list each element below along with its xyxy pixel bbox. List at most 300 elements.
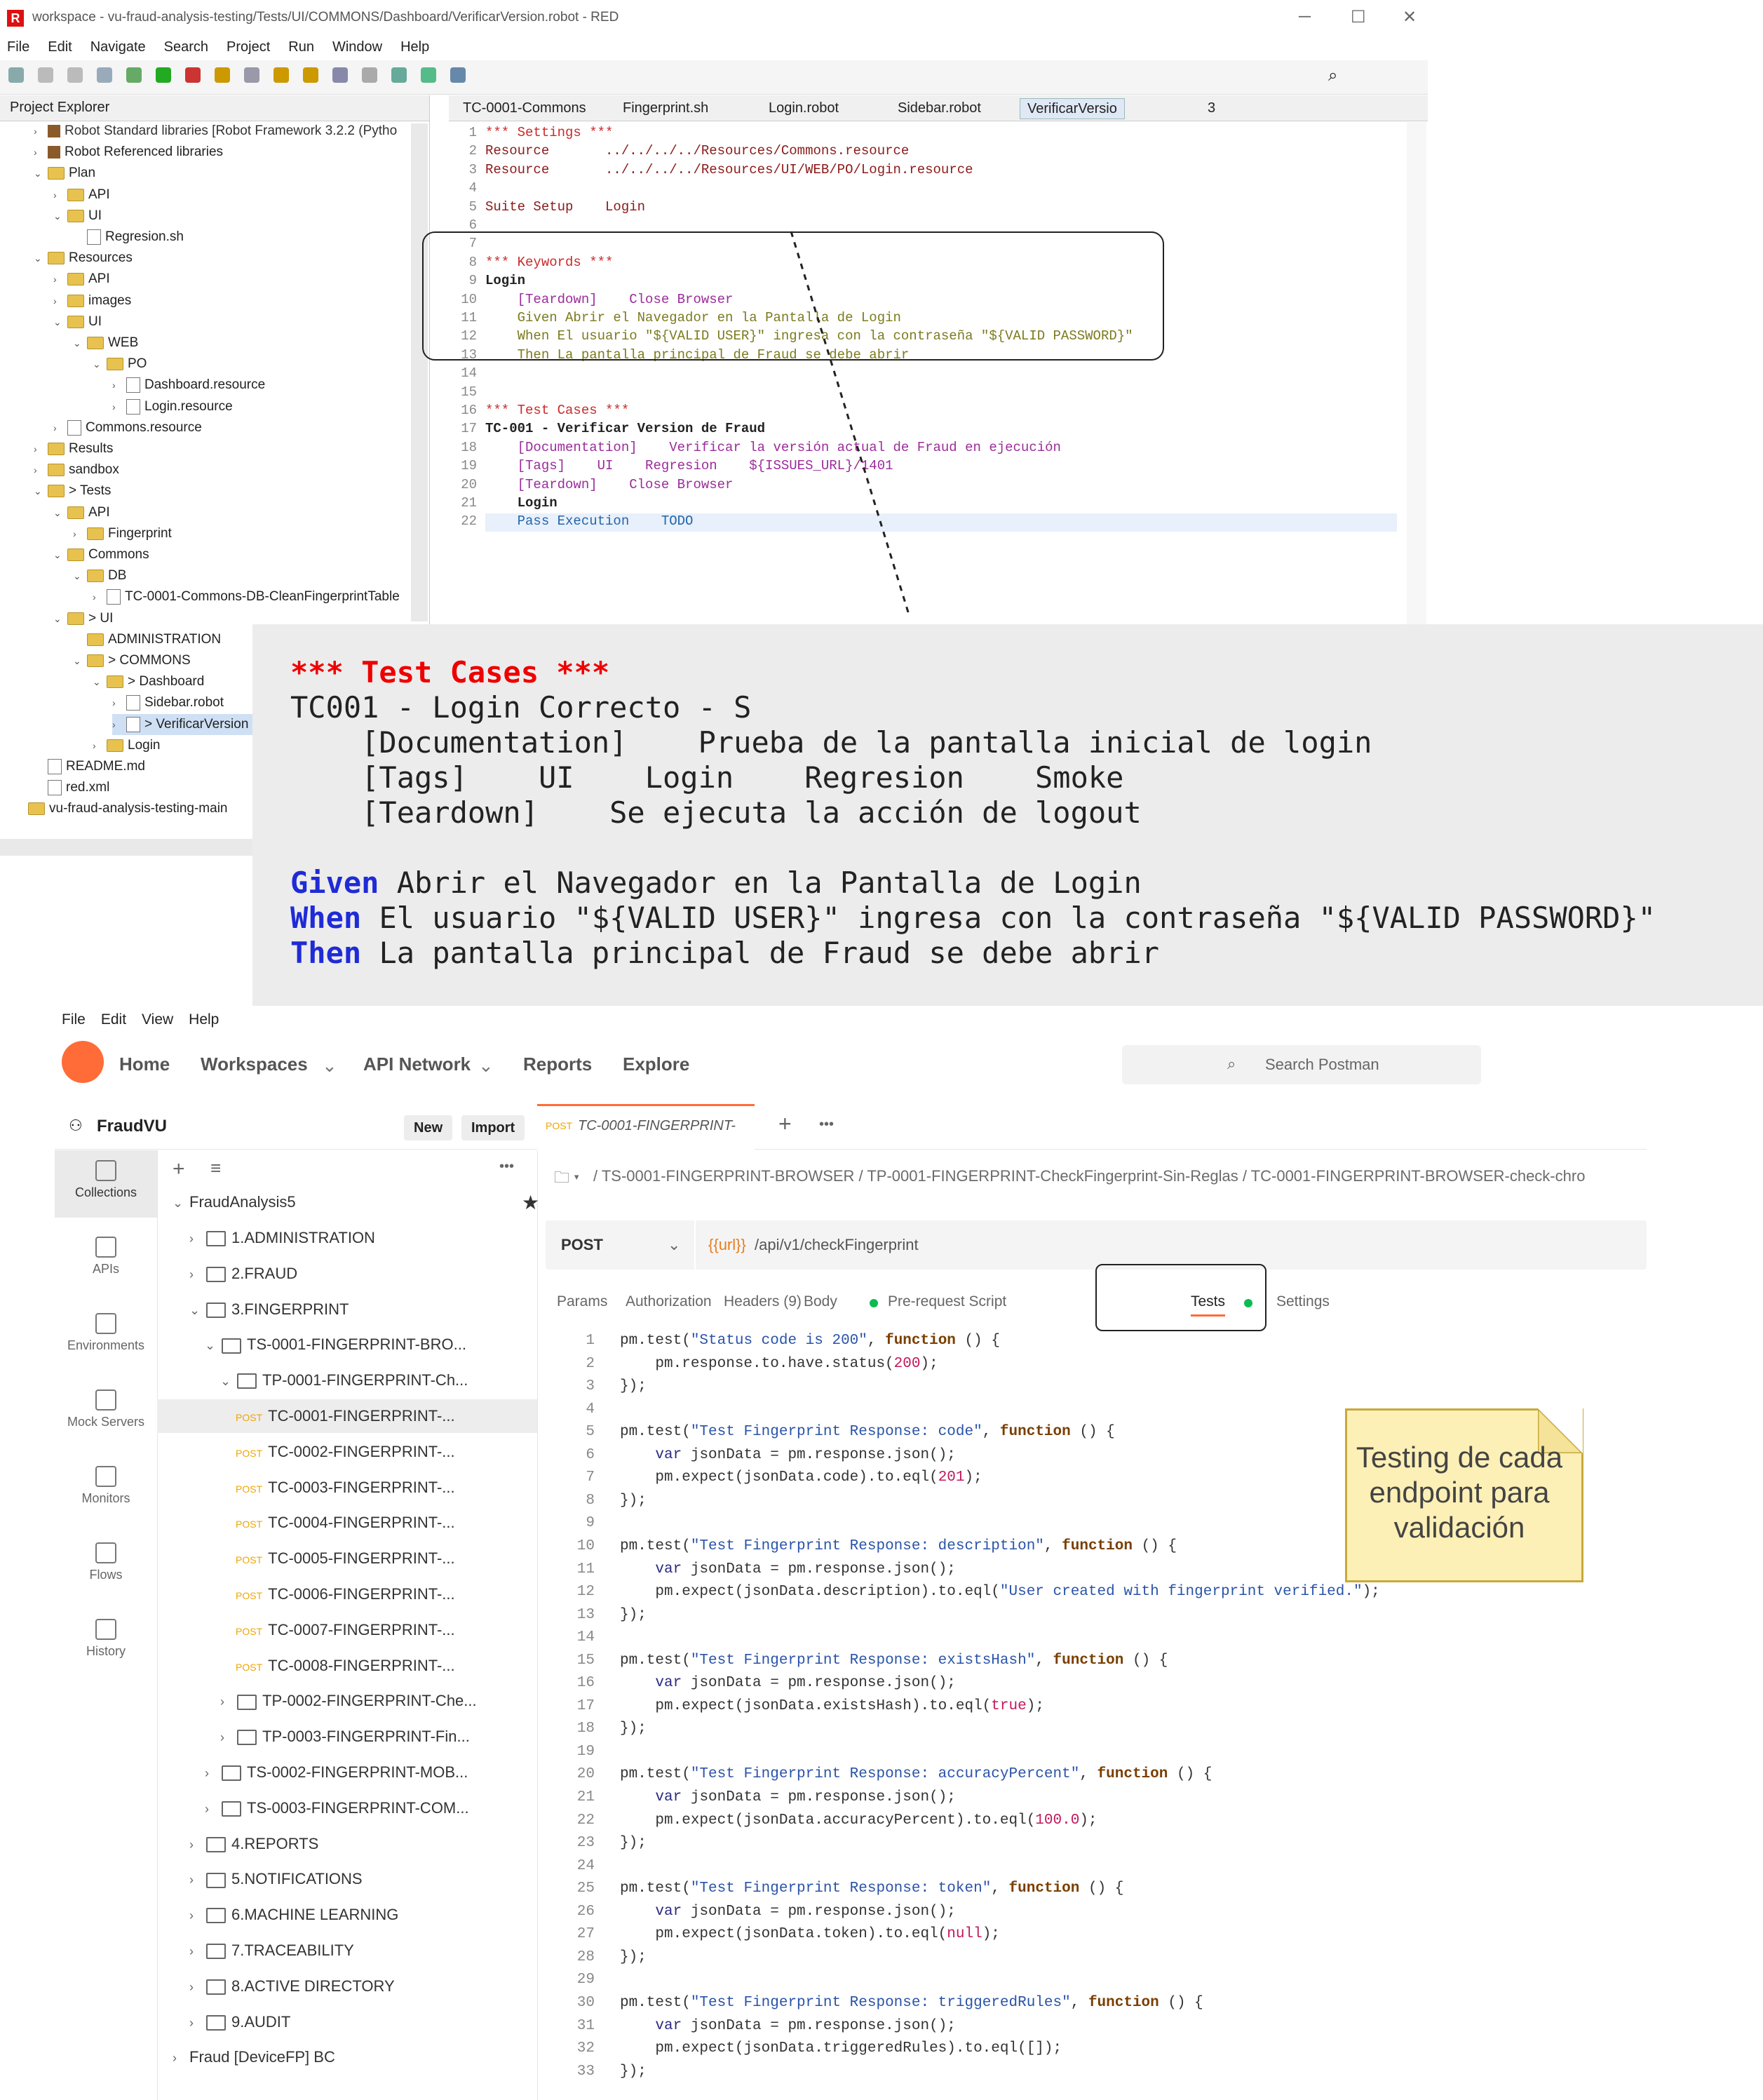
line-number: 2 [468, 143, 477, 159]
line-number: 31 [576, 2017, 595, 2034]
chevron-right-icon[interactable]: › [189, 1873, 194, 1887]
line-number: 6 [468, 217, 477, 233]
code-text: pm.test("Test Fingerprint Response: triggeredRules", function () { [620, 1994, 1203, 2011]
method-select[interactable]: POST [561, 1236, 603, 1253]
request-item[interactable] [236, 1542, 455, 1575]
workspace-name[interactable]: FraudVU [97, 1117, 168, 1136]
folder-item[interactable] [205, 1756, 468, 1789]
line-number: 17 [576, 1697, 595, 1714]
tab-pre-request-script[interactable]: Pre-request Script [888, 1293, 1007, 1310]
chevron-down-icon[interactable]: ⌄ [53, 549, 62, 560]
line-number: 25 [576, 1880, 595, 1897]
given-keyword: Given [290, 866, 379, 900]
tab-body[interactable]: Body [804, 1293, 837, 1310]
rail-collections[interactable] [55, 1150, 157, 1218]
post-method-badge: POST [236, 1483, 263, 1495]
dashed-connector-top [791, 231, 909, 614]
rail-mock-servers[interactable] [55, 1380, 157, 1447]
chevron-down-icon[interactable]: ⌄ [220, 1374, 231, 1389]
monitors-icon [95, 1466, 116, 1487]
tab-headers[interactable]: Headers (9) [724, 1293, 802, 1310]
editor-tab[interactable]: Sidebar.robot [898, 100, 981, 116]
line-number: 8 [468, 254, 477, 270]
line-number: 18 [576, 1721, 595, 1737]
chevron-right-icon[interactable]: › [189, 1979, 194, 1994]
code-line [546, 1718, 1647, 1740]
code-line: [Tags] UI Regresion ${ISSUES_URL}/1401 [485, 458, 893, 474]
minimize-button[interactable]: ─ [1299, 7, 1311, 26]
chevron-down-icon[interactable]: ⌄ [93, 358, 101, 370]
tab-method: POST [546, 1120, 573, 1131]
code-text: pm.test("Test Fingerprint Response: existsHash", function () { [620, 1652, 1168, 1669]
request-item[interactable] [236, 1506, 455, 1540]
folder-item[interactable] [189, 1898, 398, 1932]
rail-apis[interactable] [55, 1227, 157, 1294]
tab-authorization[interactable]: Authorization [626, 1293, 712, 1310]
tree-item-label: 8.ACTIVE DIRECTORY [231, 1977, 395, 1995]
folder-icon [206, 1873, 226, 1888]
nav-reports[interactable]: Reports [523, 1054, 593, 1075]
line-number: 13 [576, 1606, 595, 1623]
more-tabs-button[interactable]: 3 [1208, 100, 1216, 116]
folder-icon [206, 1231, 226, 1246]
chevron-right-icon[interactable]: › [53, 422, 57, 433]
editor-tab[interactable]: TC-0001-Commons [463, 100, 586, 116]
code-line [546, 2015, 1647, 2038]
tree-item-label: red.xml [66, 780, 110, 795]
line-number: 15 [576, 1652, 595, 1669]
folder-icon [222, 1801, 241, 1817]
annotation-note [1345, 1408, 1583, 1582]
nav-workspaces[interactable]: Workspaces [201, 1054, 308, 1075]
folder-icon [237, 1695, 257, 1710]
folder-item[interactable] [205, 1328, 466, 1361]
url-variable[interactable]: {{url}} [708, 1236, 746, 1253]
chevron-down-icon[interactable]: ⌄ [205, 1338, 216, 1353]
then-text: La pantalla principal de Fraud se debe abrir [361, 936, 1160, 970]
chevron-right-icon[interactable]: › [205, 1766, 209, 1780]
when-text: El usuario "${VALID USER}" ingresa con la contraseña "${VALID PASSWORD}" [361, 901, 1656, 935]
request-item[interactable] [236, 1649, 455, 1683]
chevron-down-icon[interactable]: ⌄ [478, 1055, 494, 1076]
chevron-right-icon[interactable]: › [34, 126, 37, 137]
editor-tab[interactable]: VerificarVersio [1020, 98, 1125, 119]
code-text: var jsonData = pm.response.json(); [655, 1446, 956, 1463]
code-line [546, 1923, 1647, 1946]
tab-title: TC-0001-FINGERPRINT- [578, 1118, 736, 1133]
code-text: pm.expect(jsonData.accuracyPercent).to.eql(100.0); [620, 1812, 1097, 1829]
postman-menubar [62, 1011, 234, 1032]
tab-tests[interactable]: Tests [1191, 1293, 1225, 1317]
tree-item-label: TP-0002-FINGERPRINT-Che... [262, 1692, 477, 1710]
menu-run[interactable]: Run [288, 39, 314, 55]
chevron-right-icon[interactable]: › [53, 295, 57, 307]
tree-item-label: Fingerprint [108, 525, 172, 541]
nav-explore[interactable]: Explore [623, 1054, 690, 1075]
new-button[interactable]: New [404, 1115, 452, 1140]
tab-params[interactable]: Params [557, 1293, 608, 1310]
line-number: 27 [576, 1926, 595, 1943]
url-path[interactable]: /api/v1/checkFingerprint [755, 1236, 919, 1253]
menu-edit[interactable]: Edit [48, 39, 72, 55]
apis-icon [95, 1237, 116, 1258]
rail-history[interactable] [55, 1609, 157, 1676]
search-icon: ⌕ [1227, 1055, 1236, 1072]
code-line: *** Test Cases *** [485, 403, 630, 418]
tree-item-label: TC-0002-FINGERPRINT-... [268, 1442, 455, 1460]
code-text: pm.expect(jsonData.existsHash).to.eql(true); [620, 1697, 1044, 1714]
code-text: pm.test("Status code is 200", function () { [620, 1333, 1000, 1349]
add-icon[interactable]: + [173, 1157, 185, 1180]
menu-search[interactable]: Search [163, 39, 209, 55]
chevron-right-icon[interactable]: › [189, 1909, 194, 1923]
folder-item[interactable] [189, 1970, 395, 2003]
code-line [546, 1695, 1647, 1718]
rail-label: Flows [89, 1568, 123, 1582]
line-number: 14 [461, 365, 477, 382]
folder-item[interactable] [173, 2040, 335, 2074]
request-item[interactable] [236, 1435, 455, 1469]
line-number: 1 [586, 1333, 595, 1349]
rail-label: History [86, 1644, 126, 1658]
line-number: 17 [461, 421, 477, 437]
more-icon[interactable]: ••• [499, 1159, 515, 1174]
code-text: }); [620, 1492, 647, 1509]
rail-label: Mock Servers [67, 1415, 145, 1429]
folder-icon [237, 1730, 257, 1745]
rail-environments[interactable] [55, 1303, 157, 1371]
red-logo-icon: R [7, 10, 24, 27]
folder-icon [206, 1267, 226, 1282]
test-cases-header: *** Test Cases *** [290, 655, 610, 689]
folder-item[interactable] [189, 1221, 375, 1255]
chevron-right-icon[interactable]: › [112, 718, 116, 730]
chevron-right-icon[interactable]: › [205, 1801, 209, 1816]
post-method-badge: POST [236, 1447, 263, 1459]
search-placeholder: Search Postman [1265, 1056, 1379, 1073]
rail-flows[interactable] [55, 1533, 157, 1600]
menu-navigate[interactable]: Navigate [90, 39, 146, 55]
collection-root[interactable]: ⌄ FraudAnalysis5 [173, 1193, 296, 1211]
project-explorer-title[interactable]: Project Explorer [10, 100, 110, 115]
folder-icon [206, 1908, 226, 1923]
code-text: pm.expect(jsonData.description).to.eql("User created with fingerprint verified."); [620, 1584, 1380, 1601]
chevron-right-icon[interactable]: › [93, 739, 96, 751]
then-keyword: Then [290, 936, 362, 970]
tree-item-label: Robot Referenced libraries [65, 144, 224, 160]
chevron-right-icon[interactable]: › [93, 591, 96, 603]
folder-item[interactable] [189, 1293, 349, 1326]
star-icon[interactable]: ★ [522, 1192, 540, 1213]
line-number: 3 [586, 1378, 595, 1395]
url-bar [546, 1220, 1647, 1270]
request-item[interactable] [236, 1471, 455, 1505]
folder-item[interactable] [189, 1934, 354, 1967]
tree-item-label: TC-0005-FINGERPRINT-... [268, 1549, 455, 1568]
given-text: Abrir el Navegador en la Pantalla de Login [379, 866, 1142, 900]
menu-help[interactable]: Help [189, 1011, 219, 1028]
given-line [290, 866, 1142, 900]
tree-item-label: 9.AUDIT [231, 2012, 291, 2031]
code-line [546, 1786, 1647, 1809]
folder-item[interactable] [189, 2005, 290, 2039]
request-item[interactable] [236, 1577, 455, 1611]
chevron-right-icon[interactable]: › [173, 2051, 177, 2066]
tree-item-label: 7.TRACEABILITY [231, 1941, 354, 1959]
code-text: pm.test("Test Fingerprint Response: accuracyPercent", function () { [620, 1766, 1213, 1783]
chevron-down-icon[interactable]: ⌄ [73, 655, 81, 666]
tests-highlight-box [1095, 1264, 1266, 1331]
tree-item-label: TC-0006-FINGERPRINT-... [268, 1585, 455, 1603]
tree-item-label: TC-0008-FINGERPRINT-... [268, 1656, 455, 1674]
tree-item-label: Login.resource [144, 398, 233, 414]
collection-name: FraudAnalysis5 [189, 1193, 296, 1211]
tabs-more-icon[interactable]: ••• [819, 1117, 835, 1132]
chevron-down-icon[interactable]: ⌄ [53, 506, 62, 518]
post-method-badge: POST [236, 1519, 263, 1530]
tree-item-label: Fraud [DeviceFP] BC [189, 2048, 335, 2066]
tree-item-label: 1.ADMINISTRATION [231, 1229, 375, 1246]
line-number: 8 [586, 1492, 595, 1509]
code-line [546, 1627, 1647, 1649]
code-text: var jsonData = pm.response.json(); [655, 1789, 956, 1805]
chevron-down-icon[interactable]: ⌄ [189, 1303, 201, 1317]
menu-edit[interactable]: Edit [100, 1011, 127, 1028]
new-tab-icon[interactable]: + [778, 1111, 792, 1136]
code-line: *** Settings *** [485, 125, 614, 140]
code-line [546, 1741, 1647, 1763]
tree-item-label: Login [128, 737, 161, 753]
tree-item-label: Commons.resource [86, 419, 202, 435]
folder-item[interactable] [220, 1684, 477, 1718]
menu-file[interactable]: File [62, 1011, 86, 1028]
code-text: pm.expect(jsonData.triggeredRules).to.eql([]); [620, 2040, 1062, 2057]
code-text: pm.expect(jsonData.token).to.eql(null); [620, 1926, 1000, 1943]
code-line [546, 1650, 1647, 1672]
line-number: 11 [461, 310, 477, 325]
tree-item-label: > UI [88, 610, 114, 626]
tree-item-label: TP-0003-FINGERPRINT-Fin... [262, 1728, 470, 1746]
chevron-down-icon[interactable]: ⌄ [93, 676, 101, 688]
then-line [290, 936, 1159, 970]
chevron-down-icon[interactable]: ⌄ [53, 316, 62, 328]
code-line: Suite Setup Login [485, 198, 646, 215]
folder-icon [222, 1765, 241, 1781]
code-line [546, 1763, 1647, 1786]
folder-icon [222, 1338, 241, 1354]
folder-item[interactable] [189, 1257, 297, 1291]
chevron-right-icon[interactable]: › [189, 2015, 194, 2030]
rail-label: Collections [74, 1185, 137, 1199]
tree-item-label: 5.NOTIFICATIONS [231, 1870, 363, 1888]
tree-item-label: PO [128, 356, 147, 372]
tree-item-label: TP-0001-FINGERPRINT-Ch... [262, 1371, 468, 1389]
chevron-down-icon[interactable]: ⌄ [668, 1236, 681, 1253]
menu-view[interactable]: View [142, 1011, 174, 1028]
tab-request[interactable] [537, 1104, 755, 1150]
chevron-down-icon[interactable]: ⌄ [34, 168, 42, 180]
chevron-down-icon[interactable]: ⌄ [53, 612, 62, 624]
chevron-down-icon[interactable]: ⌄ [73, 570, 81, 582]
editor-tab[interactable]: Login.robot [769, 100, 839, 116]
search-input[interactable] [1122, 1045, 1481, 1084]
chevron-down-icon[interactable]: ⌄ [322, 1055, 337, 1076]
chevron-right-icon[interactable]: › [112, 379, 116, 391]
chevron-right-icon[interactable]: › [53, 189, 57, 201]
editor-tab[interactable]: Fingerprint.sh [623, 100, 709, 116]
tree-item-label: Commons [88, 547, 149, 562]
chevron-right-icon[interactable]: › [34, 443, 37, 455]
close-button[interactable]: ✕ [1403, 8, 1417, 27]
workspace-header [55, 1104, 537, 1150]
post-method-badge: POST [236, 1661, 263, 1673]
code-text: pm.response.to.have.status(200); [620, 1355, 938, 1372]
line-number: 33 [576, 2063, 595, 2080]
request-item[interactable] [157, 1399, 537, 1433]
tree-item-label: > COMMONS [108, 653, 191, 668]
when-keyword: When [290, 901, 362, 935]
line-number: 13 [461, 346, 477, 363]
people-icon: ⚇ [69, 1117, 83, 1134]
chevron-right-icon[interactable]: › [220, 1730, 224, 1745]
line-number: 18 [461, 439, 477, 455]
folder-item[interactable] [205, 1791, 469, 1825]
chevron-right-icon[interactable]: › [73, 527, 76, 539]
line-number: 26 [576, 1903, 595, 1920]
line-number: 19 [461, 458, 477, 474]
chevron-right-icon[interactable]: › [112, 401, 116, 412]
tree-item-label: ADMINISTRATION [108, 631, 222, 647]
line-number: 2 [586, 1355, 595, 1372]
request-item[interactable] [236, 1613, 455, 1647]
code-line: Then La pantalla principal de Fraud se debe abrir [485, 346, 910, 363]
code-line: Resource ../../../../Resources/Commons.resource [485, 143, 910, 159]
line-number: 20 [576, 1766, 595, 1783]
tree-item-label: TS-0002-FINGERPRINT-MOB... [247, 1763, 468, 1781]
maximize-button[interactable]: ☐ [1351, 8, 1366, 27]
line-number: 22 [576, 1812, 595, 1829]
tree-item-label: Robot Standard libraries [Robot Framework 3.2.2 (Pytho [65, 123, 398, 138]
line-number: 23 [576, 1835, 595, 1852]
tree-item-label: TS-0001-FINGERPRINT-BRO... [247, 1335, 466, 1354]
tree-item-label: 2.FRAUD [231, 1264, 298, 1282]
tab-settings[interactable]: Settings [1276, 1293, 1330, 1310]
flows-icon [95, 1542, 116, 1563]
code-text: var jsonData = pm.response.json(); [655, 1675, 956, 1692]
code-text: var jsonData = pm.response.json(); [655, 1561, 956, 1577]
filter-icon[interactable]: ≡ [210, 1157, 222, 1178]
tree-item-label: vu-fraud-analysis-testing-main [49, 801, 228, 816]
chevron-right-icon[interactable]: › [34, 147, 37, 159]
code-line: Login [485, 495, 558, 511]
search-icon[interactable]: ⌕ [1328, 66, 1338, 85]
code-text: }); [620, 1606, 647, 1623]
chevron-right-icon[interactable]: › [189, 1267, 194, 1281]
line-number: 12 [461, 328, 477, 344]
tree-item-label: Sidebar.robot [144, 695, 224, 711]
import-button[interactable]: Import [461, 1115, 525, 1140]
rail-label: Environments [67, 1338, 145, 1352]
line-number: 4 [586, 1401, 595, 1418]
line-number: 21 [576, 1789, 595, 1805]
chevron-right-icon[interactable]: › [189, 1944, 194, 1958]
code-line [546, 1375, 1647, 1398]
folder-item[interactable] [189, 1827, 318, 1861]
tree-item-label: TC-0004-FINGERPRINT-... [268, 1514, 455, 1532]
code-line: Resource ../../../../Resources/UI/WEB/PO/Login.resource [485, 161, 973, 177]
menu-window[interactable]: Window [332, 39, 383, 55]
nav-home[interactable]: Home [119, 1054, 170, 1075]
chevron-right-icon[interactable]: › [189, 1232, 194, 1246]
window-title: workspace - vu-fraud-analysis-testing/Tests/UI/COMMONS/Dashboard/VerificarVersion.robot - RED [32, 10, 619, 25]
tree-item-label: 4.REPORTS [231, 1834, 319, 1852]
tree-item-label: TS-0003-FINGERPRINT-COM... [247, 1798, 469, 1817]
code-line [546, 1969, 1647, 1991]
line-number: 1 [468, 125, 477, 140]
code-line [546, 2061, 1647, 2083]
chevron-down-icon[interactable]: ⌄ [73, 337, 81, 349]
chevron-right-icon[interactable]: › [34, 464, 37, 476]
code-line: When El usuario "${VALID USER}" ingresa con la contraseña "${VALID PASSWORD}" [485, 328, 1133, 344]
folder-item[interactable] [220, 1720, 470, 1754]
line-number: 28 [576, 1948, 595, 1965]
tree-item-label: README.md [66, 759, 145, 774]
folder-icon [206, 1837, 226, 1852]
collections-icon [95, 1160, 116, 1181]
code-text: var jsonData = pm.response.json(); [655, 1903, 956, 1920]
mock-servers-icon [95, 1389, 116, 1411]
code-line [546, 1810, 1647, 1832]
tree-item-label: API [88, 271, 110, 287]
line-number: 9 [586, 1515, 595, 1532]
folder-item[interactable] [220, 1364, 468, 1397]
chevron-down-icon[interactable]: ⌄ [53, 210, 62, 222]
menu-help[interactable]: Help [400, 39, 430, 55]
rail-monitors[interactable] [55, 1456, 157, 1523]
code-line [546, 1581, 1647, 1603]
chevron-down-icon[interactable]: ⌄ [34, 485, 42, 497]
tree-item-label: API [88, 504, 110, 520]
line-number: 29 [576, 1972, 595, 1988]
nav-api-network[interactable]: API Network [363, 1054, 471, 1075]
line-number: 16 [576, 1675, 595, 1692]
tree-item-label: Resources [69, 250, 133, 266]
robot-test-case-zoom [252, 624, 1763, 1006]
code-line [546, 1330, 1647, 1352]
post-method-badge: POST [236, 1590, 263, 1601]
folder-item[interactable] [189, 1862, 363, 1896]
tree-item-label: WEB [108, 335, 139, 350]
tree-item-label: Plan [69, 166, 96, 181]
line-number: 10 [461, 291, 477, 307]
collection-icon: 🗀 ▾ [554, 1169, 580, 1186]
tree-item-label: 3.FINGERPRINT [231, 1300, 349, 1318]
chevron-right-icon[interactable]: › [220, 1695, 224, 1709]
code-text: pm.test("Test Fingerprint Response: token", function () { [620, 1880, 1124, 1897]
tree-item-label: TC-0001-Commons-DB-CleanFingerprintTable [125, 589, 400, 605]
chevron-right-icon[interactable]: › [112, 697, 116, 709]
chevron-right-icon[interactable]: › [189, 1837, 194, 1852]
chevron-down-icon[interactable]: ⌄ [34, 253, 42, 264]
menu-file[interactable]: File [7, 39, 30, 55]
code-line: Login [485, 273, 526, 289]
chevron-right-icon[interactable]: › [53, 274, 57, 285]
environments-icon [95, 1313, 116, 1334]
menu-project[interactable]: Project [227, 39, 271, 55]
code-line [546, 2038, 1647, 2060]
breadcrumb-text[interactable]: / TS-0001-FINGERPRINT-BROWSER / TP-0001-FINGERPRINT-CheckFingerprint-Sin-Reglas / TC-0001-FINGERPRINT-BROWSER-check-chro [593, 1167, 1586, 1185]
code-text: pm.expect(jsonData.code).to.eql(201); [620, 1469, 982, 1486]
